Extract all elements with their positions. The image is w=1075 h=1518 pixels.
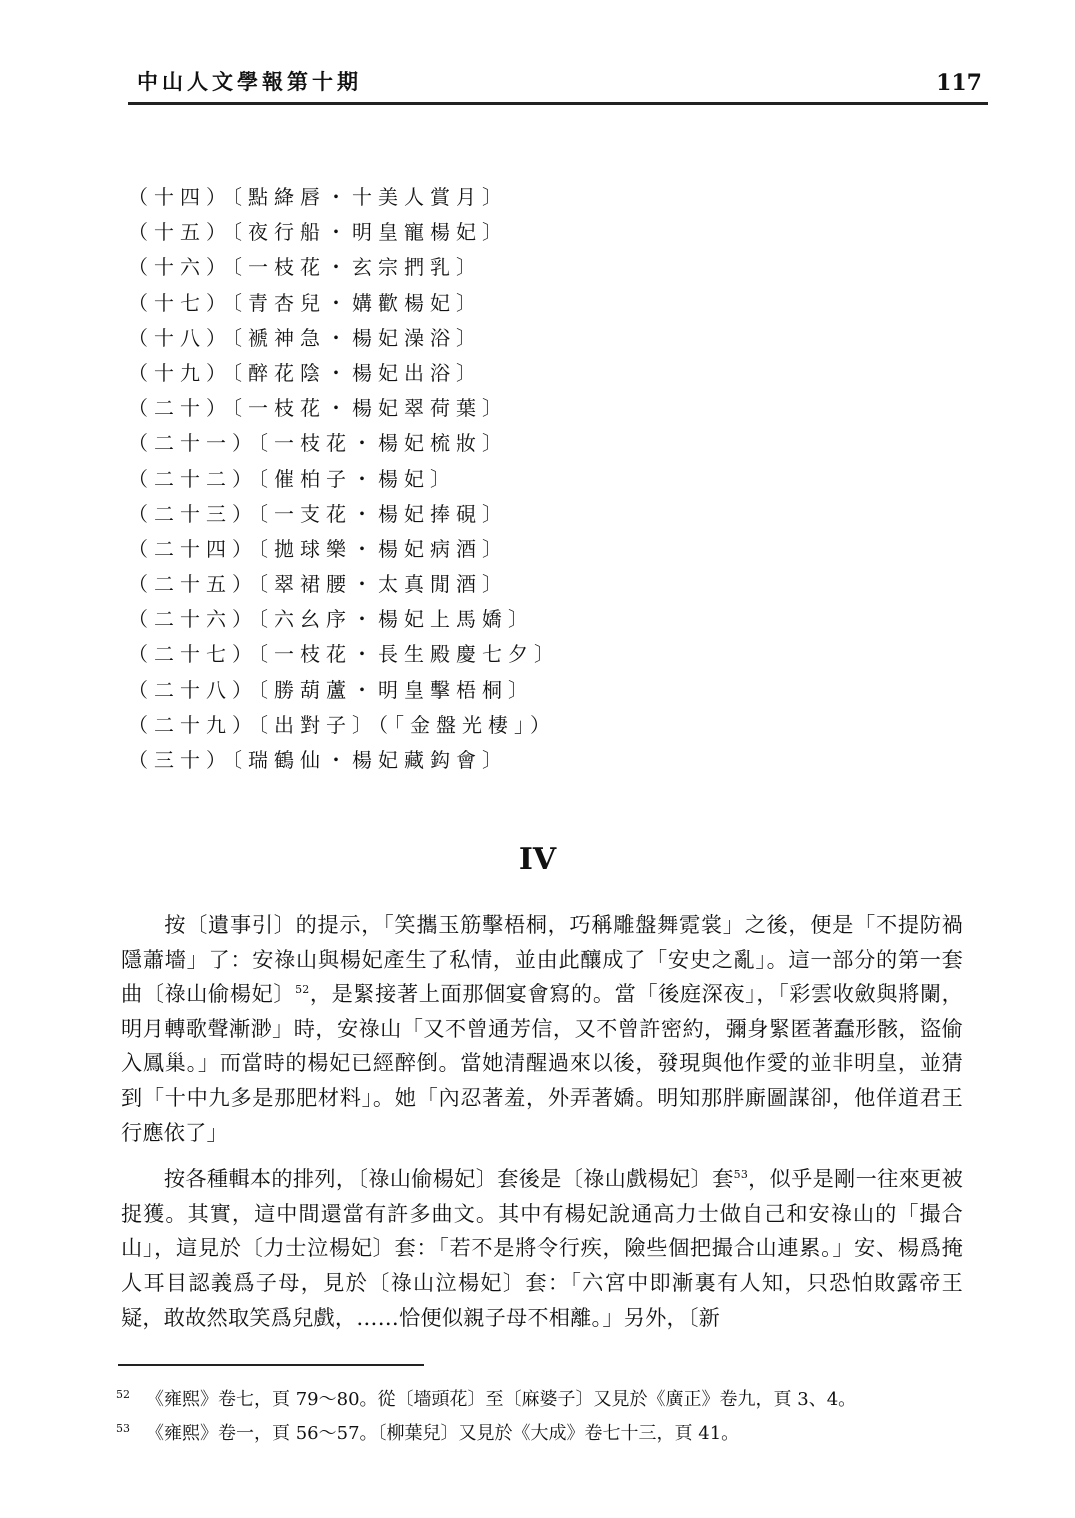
list-item: （十四）〔點絳唇・十美人賞月〕 bbox=[128, 185, 508, 209]
list-item: （二十四）〔拋球樂・楊妃病酒〕 bbox=[128, 536, 508, 561]
list-item: （十九）〔醉花陰・楊妃出浴〕 bbox=[128, 360, 482, 385]
suite-list bbox=[128, 180, 728, 778]
footnote bbox=[116, 1417, 976, 1451]
footnote-rule bbox=[118, 1364, 424, 1366]
list-item: （十六）〔一枝花・玄宗捫乳〕 bbox=[128, 255, 482, 280]
paragraph-text: ，似乎是剛一往來更被捉獲。其實，這中間還當有許多曲文。其中有楊妃說通高力士做自己和安祿山的「撮合山」，這見於〔力士泣楊妃〕套：「若不是將令行疾，險些個把撮合山連累。」安、楊爲掩人耳目認義爲子母，見於〔祿山泣楊妃〕套：「六宮中即漸裏有人知，只恐怕敗露帝王疑，敢故然取笑爲兒戲，……恰便似親子母不相離。」另外，〔新 bbox=[121, 1166, 963, 1330]
page-number: 117 bbox=[936, 70, 982, 96]
list-item: （二十八）〔勝葫蘆・明皇擊梧桐〕 bbox=[128, 677, 534, 702]
footnote-ref: 52 bbox=[295, 983, 310, 997]
list-item: （十五）〔夜行船・明皇寵楊妃〕 bbox=[128, 220, 508, 245]
list-item: （二十三）〔一支花・楊妃捧硯〕 bbox=[128, 501, 508, 526]
footnote bbox=[116, 1383, 976, 1417]
header-rule bbox=[128, 102, 988, 105]
section-heading: IV bbox=[518, 842, 557, 877]
paragraph bbox=[121, 1162, 963, 1335]
paragraph-text: 按各種輯本的排列，〔祿山偷楊妃〕套後是〔祿山戲楊妃〕套 bbox=[163, 1166, 734, 1192]
paragraph-text: 按〔遺事引〕的提示，「笑攜玉筋擊梧桐，巧稱雕盤舞霓裳」之後，便是「不提防禍隱蕭墻」了：安祿山與楊妃產生了私情，並由此釀成了「安史之亂」。這一部分的第一套曲〔祿山偷楊妃〕 bbox=[121, 912, 963, 1007]
paragraph bbox=[121, 908, 963, 1150]
footnotes bbox=[116, 1383, 976, 1451]
list-item: （十七）〔青杏兒・媾歡楊妃〕 bbox=[128, 290, 482, 315]
footnote-number: 53 bbox=[116, 1422, 130, 1435]
body-text bbox=[121, 908, 963, 1335]
paragraph-text: ，是緊接著上面那個宴會寫的。當「後庭深夜」，「彩雲收斂與將闌，明月轉歌聲漸渺」時，安祿山「又不曾通芳信，又不曾許密約，彌身緊匿著蠢形骸，盜偷入鳳巢。」而當時的楊妃已經醉倒。當她清醒過來以後，發現與他作愛的並非明皇，並猜到「十中九多是那肥材料」。她「內忍著羞，外弄著嬌。明知那胖廝圖謀卻，他佯道君王行應依了」 bbox=[121, 981, 963, 1145]
journal-title: 中山人文學報第十期 bbox=[137, 69, 362, 94]
list-item: （二十七）〔一枝花・長生殿慶七夕〕 bbox=[128, 642, 560, 667]
list-item: （二十）〔一枝花・楊妃翠荷葉〕 bbox=[128, 396, 508, 421]
footnote-number: 52 bbox=[116, 1388, 130, 1401]
list-item: （三十）〔瑞鶴仙・楊妃藏鈎會〕 bbox=[128, 748, 508, 772]
list-item: （十八）〔褫神急・楊妃澡浴〕 bbox=[128, 325, 482, 350]
footnote-text: 《雍熙》卷七，頁 79～80。從〔墻頭花〕至〔麻婆子〕又見於《廣正》卷九，頁 3、4。 bbox=[146, 1389, 857, 1410]
list-item: （二十一）〔一枝花・楊妃梳妝〕 bbox=[128, 431, 508, 456]
list-item: （二十五）〔翠裙腰・太真閒酒〕 bbox=[128, 572, 508, 597]
list-item: （二十六）〔六幺序・楊妃上馬嬌〕 bbox=[128, 607, 534, 632]
list-item: （二十九）〔出對子〕（「金盤光棲」） bbox=[128, 712, 556, 737]
footnote-ref: 53 bbox=[733, 1168, 749, 1182]
list-item: （二十二）〔催柏子・楊妃〕 bbox=[128, 466, 456, 491]
footnote-text: 《雍熙》卷一，頁 56～57。〔柳葉兒〕又見於《大成》卷七十三，頁 41。 bbox=[146, 1423, 740, 1444]
